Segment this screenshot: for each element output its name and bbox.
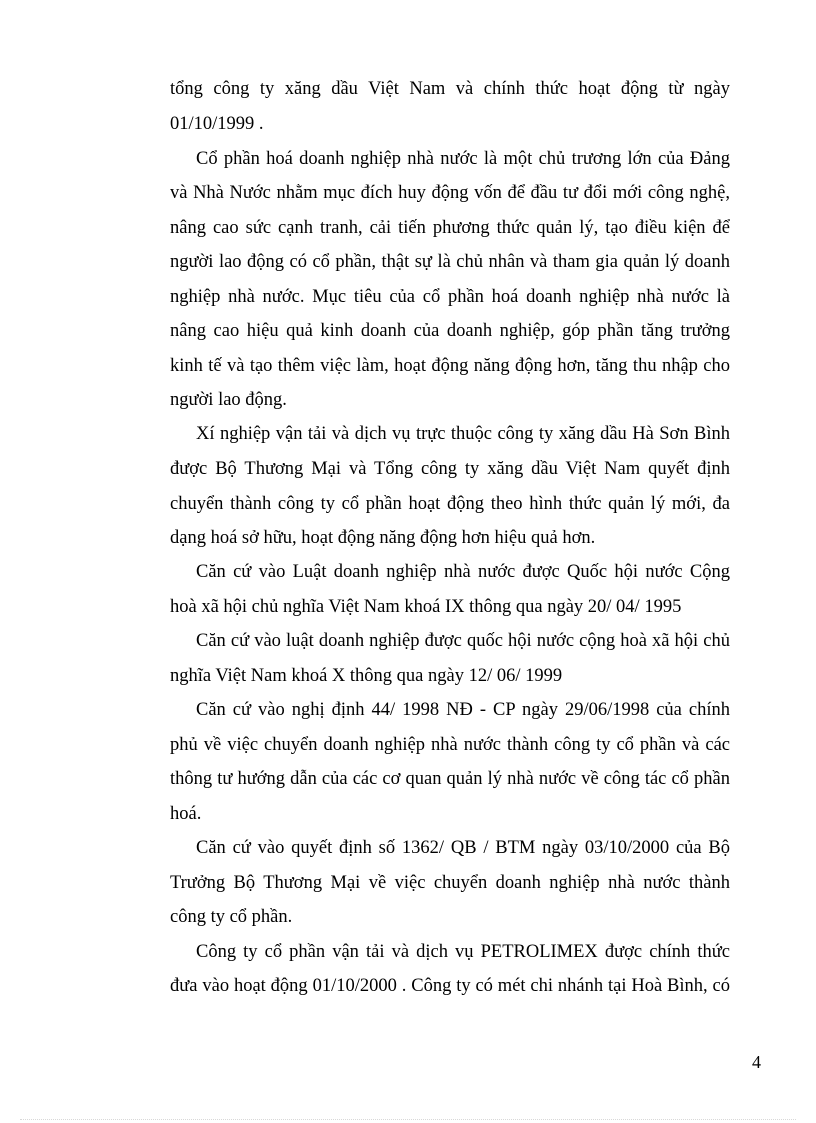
text-line: Trưởng Bộ Thương Mại về việc chuyển doanh nghiệp nhà nước thành bbox=[170, 873, 730, 893]
text-line: hoá. bbox=[170, 804, 202, 824]
paragraph-first-line: Căn cứ vào Luật doanh nghiệp nhà nước được Quốc hội nước Cộng bbox=[196, 562, 730, 582]
text-line: chuyển thành công ty cổ phần hoạt động theo hình thức quản lý mới, đa bbox=[170, 494, 730, 514]
text-line: người lao động có cổ phần, thật sự là chủ nhân và tham gia quản lý doanh bbox=[170, 252, 730, 272]
text-line: nghĩa Việt Nam khoá X thông qua ngày 12/ 06/ 1999 bbox=[170, 666, 563, 686]
text-line: hoà xã hội chủ nghĩa Việt Nam khoá IX thông qua ngày 20/ 04/ 1995 bbox=[170, 597, 682, 617]
paragraph-first-line: Xí nghiệp vận tải và dịch vụ trực thuộc công ty xăng dầu Hà Sơn Bình bbox=[196, 424, 730, 444]
paragraph-first-line: Căn cứ vào luật doanh nghiệp được quốc hội nước cộng hoà xã hội chủ bbox=[196, 631, 730, 651]
text-line: được Bộ Thương Mại và Tổng công ty xăng dầu Việt Nam quyết định bbox=[170, 459, 730, 479]
text-line: đưa vào hoạt động 01/10/2000 . Công ty có mét chi nhánh tại Hoà Bình, có bbox=[170, 976, 730, 996]
text-line: thông tư hướng dẫn của các cơ quan quản lý nhà nước về công tác cổ phần bbox=[170, 769, 730, 789]
page-bottom-divider bbox=[20, 1119, 796, 1120]
text-line: công ty cổ phần. bbox=[170, 907, 293, 927]
text-line: và Nhà Nước nhằm mục đích huy động vốn để đầu tư đổi mới công nghệ, bbox=[170, 183, 730, 203]
text-line: tổng công ty xăng dầu Việt Nam và chính thức hoạt động từ ngày bbox=[170, 79, 730, 99]
text-line: 01/10/1999 . bbox=[170, 114, 264, 134]
paragraph-first-line: Căn cứ vào nghị định 44/ 1998 NĐ - CP ngày 29/06/1998 của chính bbox=[196, 700, 730, 720]
text-line: nâng cao sức cạnh tranh, cải tiến phương thức quản lý, tạo điều kiện để bbox=[170, 218, 730, 238]
paragraph-first-line: Căn cứ vào quyết định số 1362/ QB / BTM ngày 03/10/2000 của Bộ bbox=[196, 838, 730, 858]
text-line: người lao động. bbox=[170, 390, 287, 410]
page-number: 4 bbox=[752, 1052, 761, 1072]
paragraph-first-line: Công ty cổ phần vận tải và dịch vụ PETROLIMEX được chính thức bbox=[196, 942, 730, 962]
text-line: dạng hoá sở hữu, hoạt động năng động hơn hiệu quả hơn. bbox=[170, 528, 596, 548]
text-line: kinh tế và tạo thêm việc làm, hoạt động năng động hơn, tăng thu nhập cho bbox=[170, 356, 730, 376]
text-line: nghiệp nhà nước. Mục tiêu của cổ phần hoá doanh nghiệp nhà nước là bbox=[170, 287, 730, 307]
paragraph-first-line: Cổ phần hoá doanh nghiệp nhà nước là một chủ trương lớn của Đảng bbox=[196, 149, 730, 169]
text-line: phủ về việc chuyển doanh nghiệp nhà nước thành công ty cổ phần và các bbox=[170, 735, 730, 755]
text-line: nâng cao hiệu quả kinh doanh của doanh nghiệp, góp phần tăng trưởng bbox=[170, 321, 730, 341]
